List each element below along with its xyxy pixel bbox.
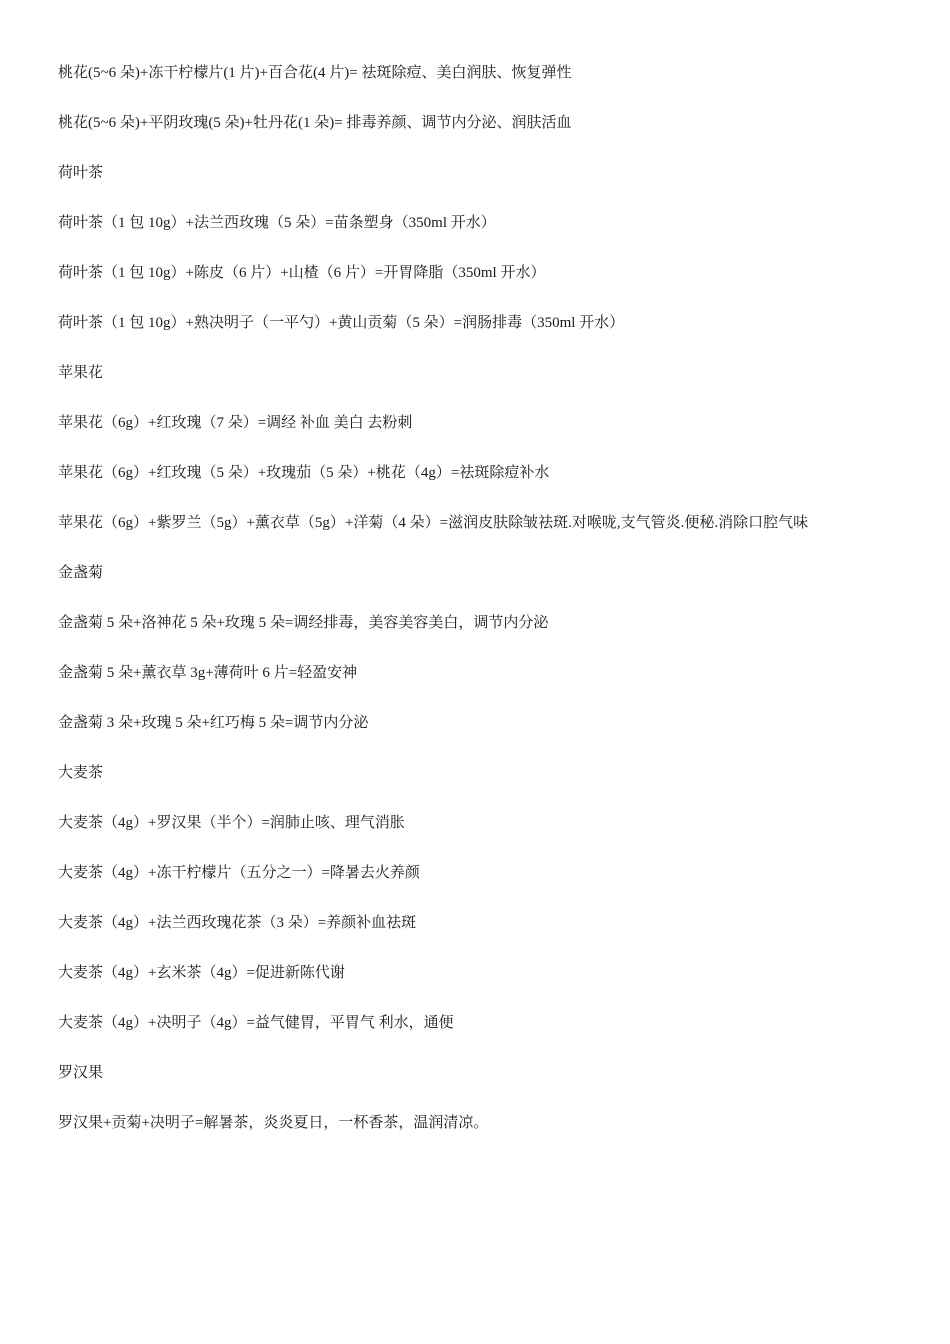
recipe-line: 桃花(5~6 朵)+平阴玫瑰(5 朵)+牡丹花(1 朵)= 排毒养颜、调节内分泌、润肤活血 <box>58 115 572 131</box>
section-heading: 金盏菊 <box>58 565 104 581</box>
recipe-line: 大麦茶（4g）+罗汉果（半个）=润肺止咳、理气消胀 <box>58 815 405 831</box>
recipe-line: 大麦茶（4g）+冻干柠檬片（五分之一）=降暑去火养颜 <box>58 865 420 881</box>
recipe-line: 荷叶茶（1 包 10g）+熟决明子（一平勺）+黄山贡菊（5 朵）=润肠排毒（350ml 开水） <box>58 315 625 331</box>
section-heading: 罗汉果 <box>58 1065 104 1081</box>
recipe-line: 罗汉果+贡菊+决明子=解暑茶，炎炎夏日，一杯香茶，温润清凉。 <box>58 1115 489 1131</box>
section-heading: 苹果花 <box>58 365 104 381</box>
recipe-line: 金盏菊 3 朵+玫瑰 5 朵+红巧梅 5 朵=调节内分泌 <box>58 715 369 731</box>
section-calendula <box>58 562 938 734</box>
recipe-line: 桃花(5~6 朵)+冻干柠檬片(1 片)+百合花(4 片)= 祛斑除痘、美白润肤、恢复弹性 <box>58 65 572 81</box>
recipe-line: 金盏菊 5 朵+薰衣草 3g+薄荷叶 6 片=轻盈安神 <box>58 665 358 681</box>
recipe-line: 苹果花（6g）+红玫瑰（7 朵）=调经 补血 美白 去粉刺 <box>58 415 413 431</box>
section-apple-blossom <box>58 362 938 534</box>
recipe-line: 大麦茶（4g）+决明子（4g）=益气健胃，平胃气 利水，通便 <box>58 1015 454 1031</box>
recipe-line: 大麦茶（4g）+法兰西玫瑰花茶（3 朵）=养颜补血祛斑 <box>58 915 417 931</box>
recipe-line: 苹果花（6g）+紫罗兰（5g）+薰衣草（5g）+洋菊（4 朵）=滋润皮肤除皱祛斑.对喉咙,支气管炎.便秘.消除口腔气味 <box>58 515 809 531</box>
intro-section <box>58 62 938 134</box>
section-heading: 荷叶茶 <box>58 165 104 181</box>
section-heading: 大麦茶 <box>58 765 104 781</box>
section-barley-tea <box>58 762 938 1034</box>
recipe-line: 荷叶茶（1 包 10g）+陈皮（6 片）+山楂（6 片）=开胃降脂（350ml 开水） <box>58 265 546 281</box>
recipe-line: 荷叶茶（1 包 10g）+法兰西玫瑰（5 朵）=苗条塑身（350ml 开水） <box>58 215 496 231</box>
recipe-line: 苹果花（6g）+红玫瑰（5 朵）+玫瑰茄（5 朵）+桃花（4g）=祛斑除痘补水 <box>58 465 550 481</box>
document-page <box>58 62 938 1162</box>
recipe-line: 大麦茶（4g）+玄米茶（4g）=促进新陈代谢 <box>58 965 345 981</box>
section-monk-fruit <box>58 1062 938 1134</box>
recipe-line: 金盏菊 5 朵+洛神花 5 朵+玫瑰 5 朵=调经排毒，美容美容美白，调节内分泌 <box>58 615 549 631</box>
section-lotus-leaf-tea <box>58 162 938 334</box>
